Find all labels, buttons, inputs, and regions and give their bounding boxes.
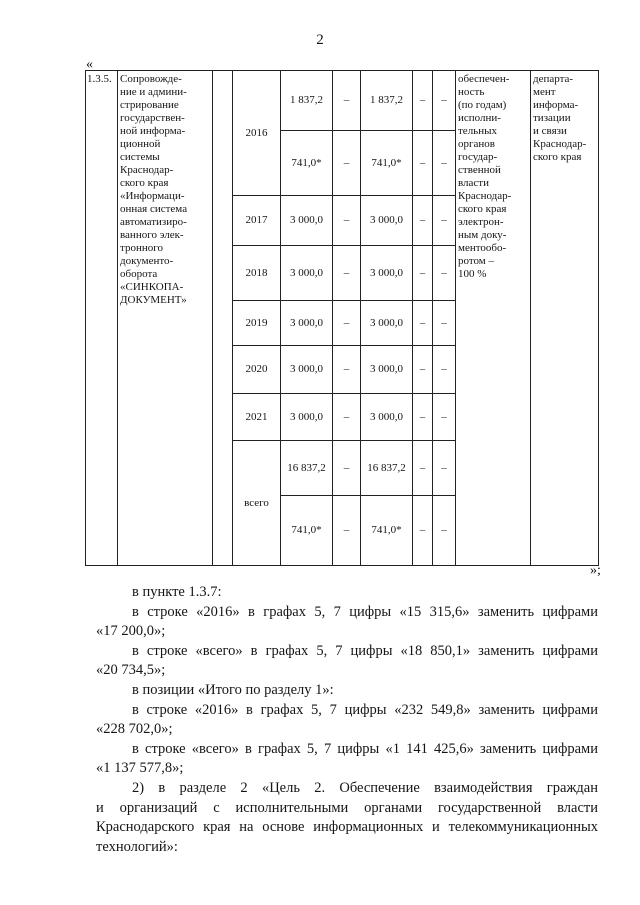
text-line: «17 200,0»;: [96, 623, 166, 640]
column-9-cell: –: [433, 301, 456, 346]
text-line: в строке «всего» в графах 5, 7 цифры «18 850,1» заменить цифрами: [132, 642, 598, 659]
column-5-cell: 741,0*: [281, 496, 333, 566]
column-8-cell: –: [413, 131, 433, 196]
text-line: в пункте 1.3.7:: [132, 584, 222, 600]
column-8-cell: –: [413, 301, 433, 346]
column-5-cell: 3 000,0: [281, 346, 333, 394]
column-6-cell: –: [333, 441, 361, 496]
column-5-cell: 16 837,2: [281, 441, 333, 496]
column-7-cell: 3 000,0: [361, 196, 413, 246]
text-line: 2) в разделе 2 «Цель 2. Обеспечение взаимодействия граждан: [132, 779, 598, 796]
year-cell: 2016: [233, 71, 281, 196]
column-9-cell: –: [433, 196, 456, 246]
text-line: «20 734,5»;: [96, 662, 166, 679]
year-cell: 2020: [233, 346, 281, 394]
column-5-cell: 741,0*: [281, 131, 333, 196]
amendment-text: [96, 583, 598, 857]
page-number: 2: [316, 32, 324, 48]
column-6-cell: –: [333, 246, 361, 301]
column-8-cell: –: [413, 196, 433, 246]
text-line: и организаций с исполнительными органами государственной власти: [96, 799, 598, 816]
closing-quote-mark: »;: [590, 563, 601, 578]
column-8-cell: –: [413, 246, 433, 301]
column-6-cell: –: [333, 131, 361, 196]
item-number-cell: 1.3.5.: [86, 71, 118, 566]
column-6-cell: –: [333, 196, 361, 246]
text-line: в строке «2016» в графах 5, 7 цифры «15 315,6» заменить цифрами: [132, 603, 598, 620]
text-line: в строке «2016» в графах 5, 7 цифры «232 549,8» заменить цифрами: [132, 701, 598, 718]
text-line: технологий»:: [96, 838, 178, 855]
text-line: «228 702,0»;: [96, 721, 173, 738]
column-7-cell: 741,0*: [361, 131, 413, 196]
column-7-cell: 3 000,0: [361, 301, 413, 346]
column-6-cell: –: [333, 71, 361, 131]
text-line: в позиции «Итого по разделу 1»:: [132, 681, 334, 698]
column-6-cell: –: [333, 496, 361, 566]
column-8-cell: –: [413, 394, 433, 441]
column-7-cell: 1 837,2: [361, 71, 413, 131]
column-9-cell: –: [433, 496, 456, 566]
opening-quote-mark: «: [86, 57, 93, 72]
year-cell: 2019: [233, 301, 281, 346]
text-line: «1 137 577,8»;: [96, 760, 184, 777]
column-9-cell: –: [433, 246, 456, 301]
column-5-cell: 3 000,0: [281, 246, 333, 301]
column-7-cell: 741,0*: [361, 496, 413, 566]
column-6-cell: –: [333, 346, 361, 394]
column-7-cell: 16 837,2: [361, 441, 413, 496]
column-7-cell: 3 000,0: [361, 246, 413, 301]
empty-column-cell: [213, 71, 233, 566]
column-7-cell: 3 000,0: [361, 394, 413, 441]
column-8-cell: –: [413, 441, 433, 496]
column-8-cell: –: [413, 346, 433, 394]
column-8-cell: –: [413, 496, 433, 566]
column-5-cell: 3 000,0: [281, 394, 333, 441]
year-cell: 2018: [233, 246, 281, 301]
activity-description-cell: Сопровожде- ние и админи- стрирование государствен- ной информа- ционной системы Краснодар- ского края «Информаци- онная система автоматизиро- ванного элек- тронного документо- оборота «СИНКОПА- ДОКУМЕНТ»: [118, 71, 213, 566]
column-6-cell: –: [333, 394, 361, 441]
column-9-cell: –: [433, 131, 456, 196]
column-8-cell: –: [413, 71, 433, 131]
column-9-cell: –: [433, 441, 456, 496]
year-cell: 2021: [233, 394, 281, 441]
program-activity-table: [85, 70, 599, 566]
target-indicator-cell: обеспечен- ность (по годам) исполни- тельных органов государ- ственной власти Краснодар- ского края электрон- ным доку- ментообо- ротом – 100 %: [456, 71, 531, 566]
column-7-cell: 3 000,0: [361, 346, 413, 394]
column-5-cell: 3 000,0: [281, 196, 333, 246]
executor-cell: департа- мент информа- тизации и связи Краснодар- ского края: [531, 71, 599, 566]
column-6-cell: –: [333, 301, 361, 346]
text-line: в строке «всего» в графах 5, 7 цифры «1 141 425,6» заменить цифрами: [132, 740, 598, 757]
column-9-cell: –: [433, 71, 456, 131]
year-cell: 2017: [233, 196, 281, 246]
table-row: [86, 71, 599, 131]
column-9-cell: –: [433, 346, 456, 394]
total-label-cell: всего: [233, 441, 281, 566]
column-9-cell: –: [433, 394, 456, 441]
column-5-cell: 3 000,0: [281, 301, 333, 346]
column-5-cell: 1 837,2: [281, 71, 333, 131]
text-line: Краснодарского края на основе информационных и телекоммуникационных: [96, 819, 598, 836]
